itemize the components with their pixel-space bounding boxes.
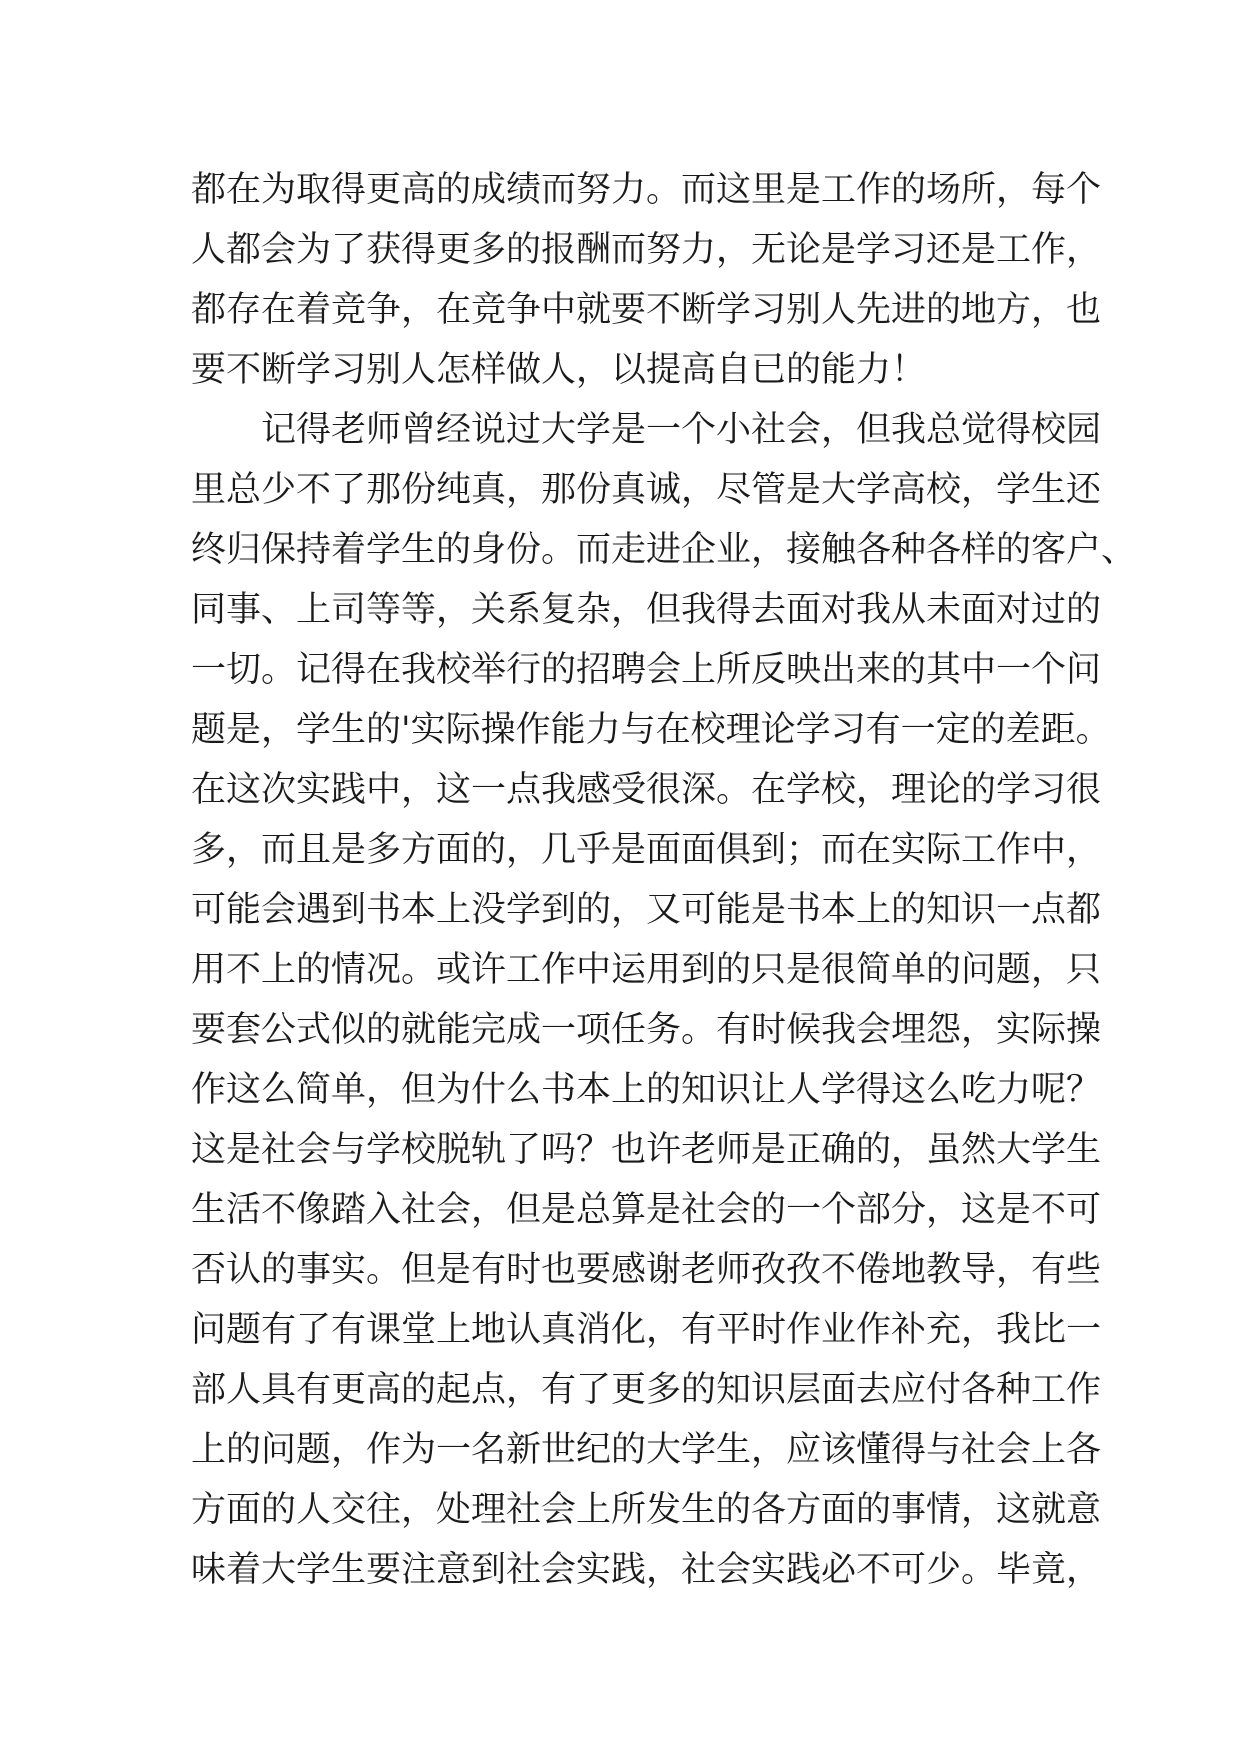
text-line: 生活不像踏入社会，但是总算是社会的一个部分，这是不可 (191, 1190, 1102, 1230)
text-line: 里总少不了那份纯真，那份真诚，尽管是大学高校，学生还 (191, 470, 1102, 510)
text-line: 要套公式似的就能完成一项任务。有时候我会埋怨，实际操 (191, 1010, 1102, 1050)
text-line: 终归保持着学生的身份。而走进企业，接触各种各样的客户、 (191, 530, 1137, 570)
text-line: 同事、上司等等，关系复杂，但我得去面对我从未面对过的 (191, 590, 1102, 630)
text-line: 部人具有更高的起点，有了更多的知识层面去应付各种工作 (191, 1370, 1102, 1410)
text-line: 人都会为了获得更多的报酬而努力，无论是学习还是工作， (191, 230, 1102, 270)
text-line: 作这么简单，但为什么书本上的知识让人学得这么吃力呢？ (191, 1070, 1102, 1110)
text-line: 一切。记得在我校举行的招聘会上所反映出来的其中一个问 (191, 650, 1102, 690)
text-line: 上的问题，作为一名新世纪的大学生，应该懂得与社会上各 (191, 1430, 1102, 1470)
text-line: 味着大学生要注意到社会实践，社会实践必不可少。毕竟， (191, 1550, 1102, 1590)
text-line: 问题有了有课堂上地认真消化，有平时作业作补充，我比一 (191, 1310, 1102, 1350)
text-line: 题是，学生的'实际操作能力与在校理论学习有一定的差距。 (191, 710, 1111, 750)
text-line: 否认的事实。但是有时也要感谢老师孜孜不倦地教导，有些 (191, 1250, 1102, 1290)
paragraph-end-line: 要不断学习别人怎样做人，以提高自已的能力！ (191, 350, 927, 390)
body-text (191, 160, 1137, 1600)
text-line: 这是社会与学校脱轨了吗？也许老师是正确的，虽然大学生 (191, 1130, 1102, 1170)
text-line: 都在为取得更高的成绩而努力。而这里是工作的场所，每个 (191, 170, 1102, 210)
text-line: 多，而且是多方面的，几乎是面面俱到；而在实际工作中， (191, 830, 1102, 870)
text-line: 都存在着竞争，在竞争中就要不断学习别人先进的地方，也 (191, 290, 1102, 330)
text-line: 在这次实践中，这一点我感受很深。在学校，理论的学习很 (191, 770, 1102, 810)
text-line: 用不上的情况。或许工作中运用到的只是很简单的问题，只 (191, 950, 1102, 990)
text-line: 方面的人交往，处理社会上所发生的各方面的事情，这就意 (191, 1490, 1102, 1530)
paragraph-start-line: 记得老师曾经说过大学是一个小社会，但我总觉得校园 (261, 410, 1102, 450)
text-line: 可能会遇到书本上没学到的，又可能是书本上的知识一点都 (191, 890, 1102, 930)
